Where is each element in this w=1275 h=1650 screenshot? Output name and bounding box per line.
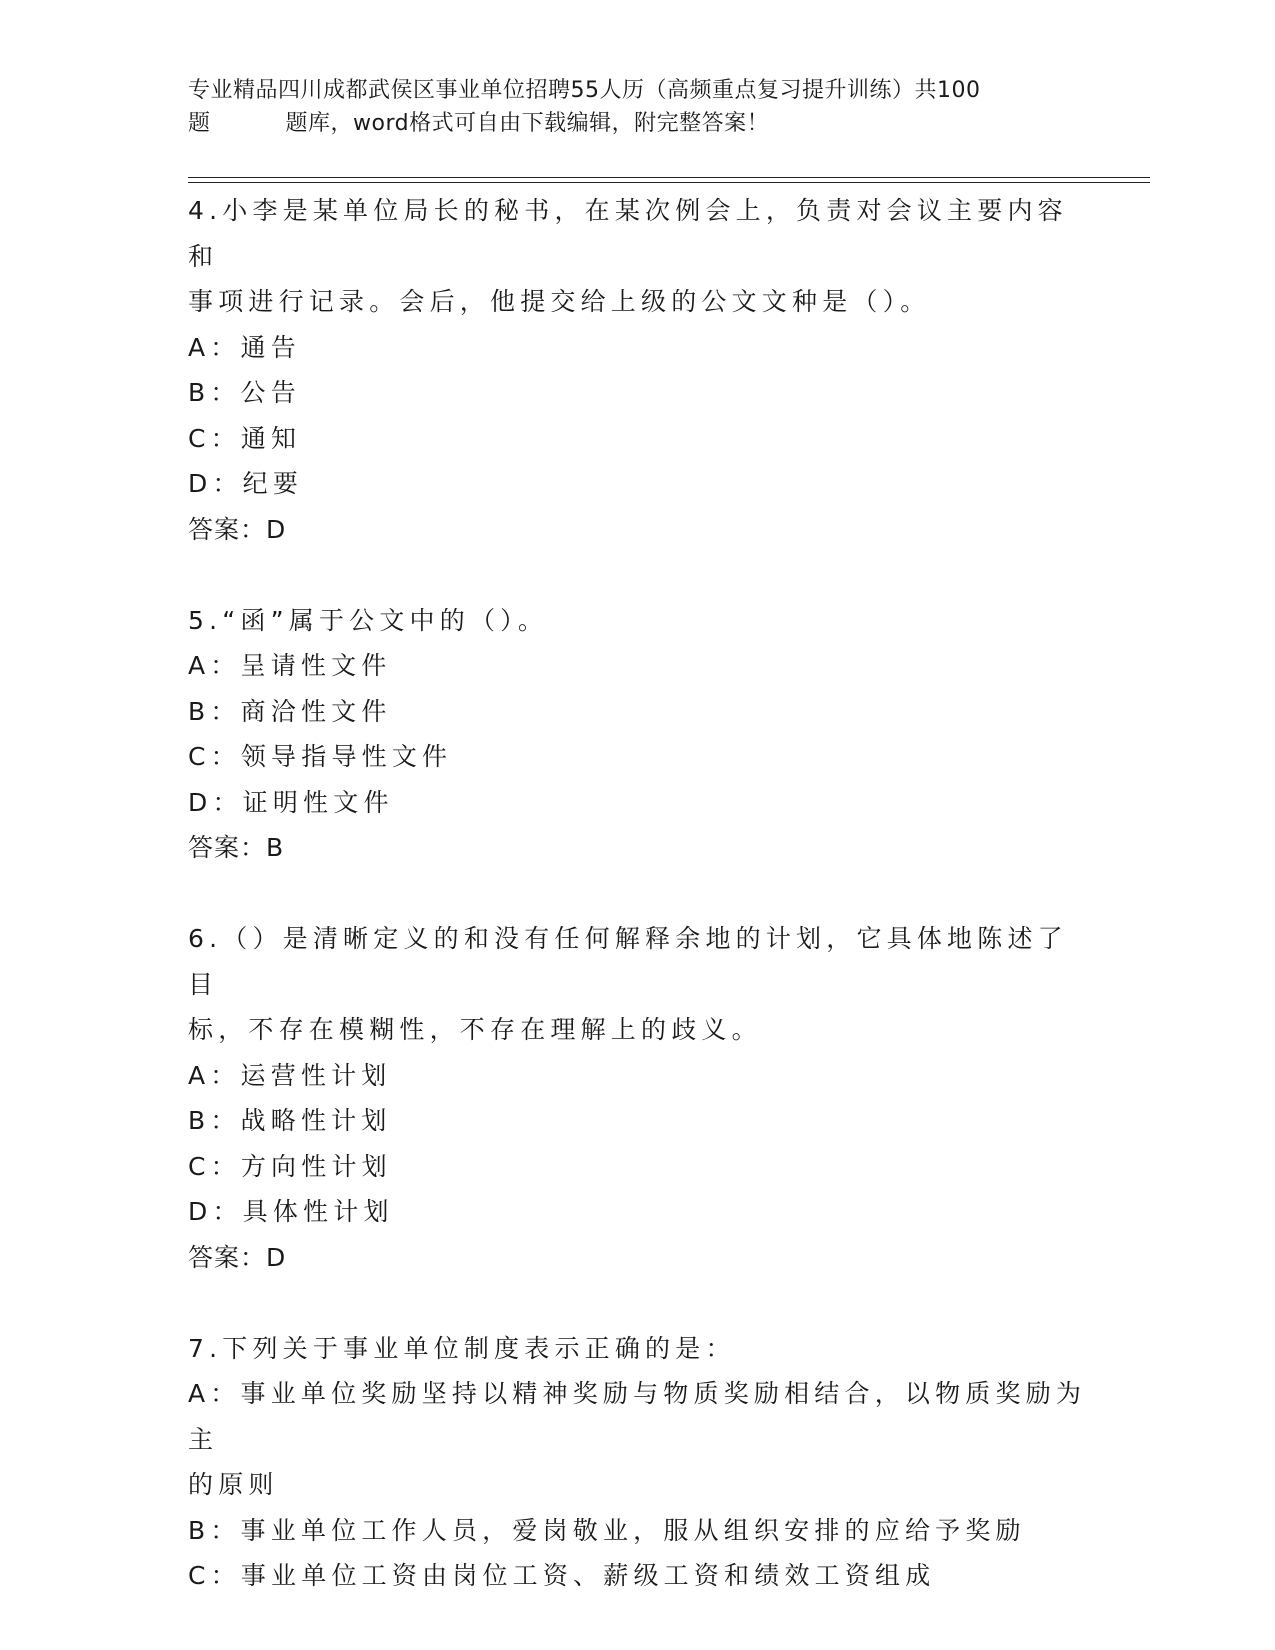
- question-text-line: 4.小李是某单位局长的秘书，在某次例会上，负责对会议主要内容和: [188, 196, 1068, 271]
- option-c: C：通知: [188, 423, 302, 453]
- answer: 答案：B: [188, 833, 285, 862]
- question-list: [188, 188, 1088, 1599]
- option-a: A：运营性计划: [188, 1060, 392, 1090]
- question-5: [188, 598, 1088, 871]
- question-text-line: 5.“函”属于公文中的（）。: [188, 605, 549, 635]
- option-b: B：商洽性文件: [188, 696, 392, 726]
- answer: 答案：D: [188, 1242, 287, 1272]
- question-7: [188, 1326, 1088, 1599]
- option-b: B：事业单位工作人员，爱岗敬业，服从组织安排的应给予奖励: [188, 1515, 1026, 1545]
- option-c: C：领导指导性文件: [188, 742, 453, 771]
- question-6: [188, 916, 1088, 1280]
- header-line-2-prefix: 题: [188, 111, 211, 136]
- question-text-line: 6.（）是清晰定义的和没有任何解释余地的计划，它具体地陈述了目: [188, 924, 1068, 999]
- document-header: [188, 74, 1088, 140]
- option-a: A：通告: [188, 332, 301, 362]
- answer: 答案：D: [188, 514, 287, 544]
- header-divider-bottom: [188, 182, 1150, 183]
- option-c: C：事业单位工资由岗位工资、薪级工资和绩效工资组成: [188, 1561, 936, 1590]
- header-line-2-text: 题库，word格式可自由下载编辑，附完整答案！: [285, 111, 770, 136]
- option-b: B：战略性计划: [188, 1106, 392, 1135]
- question-spacer: [188, 871, 1088, 917]
- option-c: C：方向性计划: [188, 1151, 392, 1181]
- question-4: [188, 188, 1088, 552]
- header-divider-top: [188, 177, 1150, 178]
- header-line-1: 专业精品四川成都武侯区事业单位招聘55人历（高频重点复习提升训练）共100: [188, 78, 981, 103]
- header-line-2: [188, 107, 1088, 140]
- option-b: B：公告: [188, 378, 301, 407]
- option-d: D：证明性文件: [188, 787, 394, 817]
- question-spacer: [188, 552, 1088, 598]
- option-a: A：呈请性文件: [188, 651, 392, 680]
- question-text-line: 7.下列关于事业单位制度表示正确的是：: [188, 1333, 736, 1363]
- header-gap: [211, 107, 286, 140]
- option-d: D：具体性计划: [188, 1197, 394, 1226]
- option-d: D：纪要: [188, 469, 304, 498]
- question-text-line: 事项进行记录。会后，他提交给上级的公文文种是（）。: [188, 287, 931, 316]
- option-a-continued: 的原则: [188, 1470, 279, 1499]
- question-spacer: [188, 1280, 1088, 1326]
- option-a: A：事业单位奖励坚持以精神奖励与物质奖励相结合，以物质奖励为主: [188, 1379, 1087, 1454]
- question-text-line: 标，不存在模糊性，不存在理解上的歧义。: [188, 1015, 762, 1044]
